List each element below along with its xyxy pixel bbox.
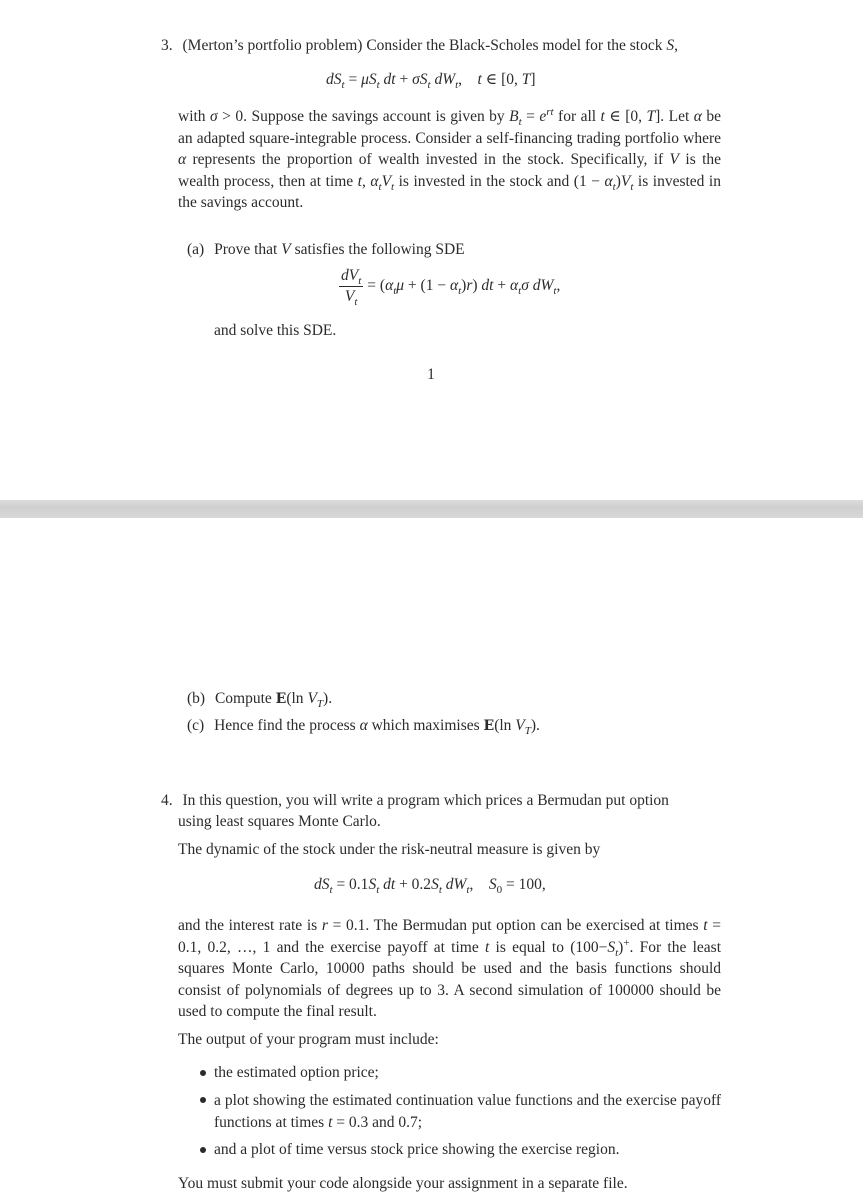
- bullet-icon: [200, 1097, 206, 1103]
- part-c: (c) Hence find the process α which maximises E(ln $V_T$).: [187, 717, 540, 738]
- equation-risk-neutral: $dS_t = 0.1S_t$ dt + $0.2S_t$ $dW_t$, $S_0 = 100$,: [314, 876, 546, 897]
- bullet-item-1: the estimated option price;: [214, 1064, 379, 1081]
- question-4-paragraph: and the interest rate is r = 0.1. The Bermudan put option can be exercised at times t = 0.1, 0.2, …, 1 and the exercise payoff at time t is equal to $(100-S_t)^+$. For the least squares Monte Carlo, 10000 paths should be used and the basis functions should consist of polynomials of degrees up to 3. A second simulation of 100000 should be used to compute the final result.: [178, 917, 722, 1020]
- bullet-icon: [200, 1147, 206, 1153]
- closing-instruction: You must submit your code alongside your assignment in a separate file.: [178, 1175, 628, 1192]
- part-b: (b) Compute E(ln $V_T$).: [187, 690, 333, 711]
- page-number: 1: [427, 366, 435, 383]
- question-4-label: 4.: [161, 792, 173, 809]
- page-1: [0, 0, 863, 500]
- solve-sde-text: and solve this SDE.: [214, 322, 337, 339]
- page-2: [0, 518, 863, 1195]
- bullet-icon: [200, 1070, 206, 1076]
- page-separator: [0, 500, 863, 518]
- bullet-item-2: a plot showing the estimated continuation value functions and the exercise payoff functions at times t = 0.3 and 0.7;: [214, 1092, 721, 1131]
- question-3-intro: (Merton’s portfolio problem) Consider the Black-Scholes model for the stock: [182, 37, 663, 54]
- output-intro: The output of your program must include:: [178, 1031, 439, 1048]
- question-4-header: 4. In this question, you will write a program which prices a Bermudan put option: [161, 792, 669, 809]
- question-3-header: 3. (Merton’s portfolio problem) Consider the Black-Scholes model for the stock S,: [161, 37, 678, 54]
- part-a: (a) Prove that V satisfies the following SDE: [187, 241, 465, 258]
- equation-wealth-sde: $\frac{dV_t}{V_t}$ = $(\alpha_t\mu + (1 - \alpha_t)r)$ dt + $\alpha_t\sigma$ $dW_t$,: [341, 267, 561, 309]
- question-4-intro-line2: using least squares Monte Carlo.: [178, 813, 381, 830]
- question-3-label: 3.: [161, 37, 173, 54]
- question-3-paragraph: with σ > 0. Suppose the savings account is given by $B_t = e^{rt}$ for all t ∈ [0, T]. Let α be an adapted square-integrable process. Consider a self-financing trading portfolio where α represents the proportion of wealth invested in the stock. Specifically, if V is the wealth process, then at time t, $\alpha_tV_t$ is invested in the stock and $(1 - \alpha_t)V_t$ is invested in the savings account.: [178, 105, 722, 211]
- question-4-dynamics: The dynamic of the stock under the risk-neutral measure is given by: [178, 841, 601, 858]
- equation-stock-sde: $dS_t = \mu S_t$ dt + $\sigma S_t$ $dW_t$, t ∈ [0, T]: [326, 71, 536, 92]
- bullet-item-3: and a plot of time versus stock price showing the exercise region.: [214, 1141, 620, 1158]
